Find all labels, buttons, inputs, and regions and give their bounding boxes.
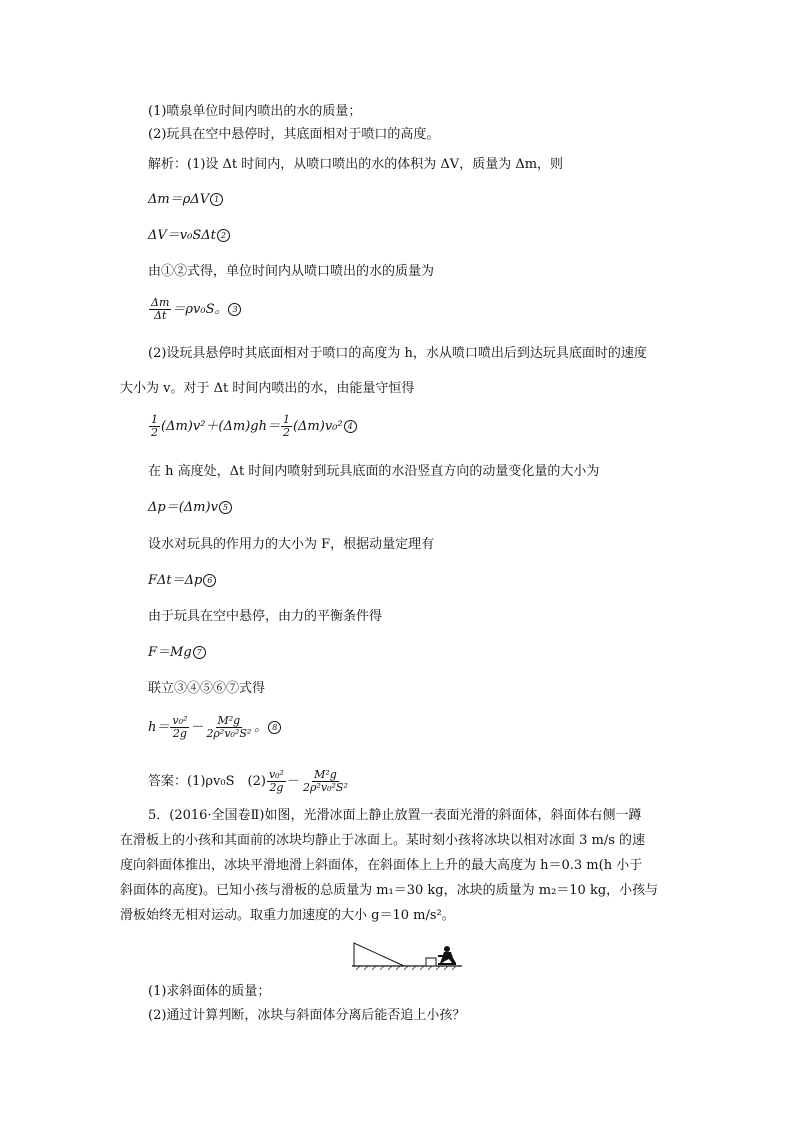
fraction-denominator: Δt [154,309,167,322]
fraction-half-2 [281,414,292,439]
fraction-numerator: Δm [151,296,170,309]
child-figure [438,946,456,963]
problem-5-line-4: 斜面体的高度)。已知小孩与滑板的总质量为 m₁＝30 kg，冰块的质量为 m₂＝10 kg，小孩与 [120,883,659,898]
equation-2 [148,228,230,244]
equation-4-rhs: (Δm)v₀² [292,419,343,434]
equation-number-6: 6 [203,574,216,587]
fraction-v0sq-2g [170,715,189,740]
equation-1-text: Δm＝ρΔV [148,192,210,207]
question-2: (2)玩具在空中悬停时，其底面相对于喷口的高度。 [148,127,440,142]
equation-7-text: F＝Mg [148,645,192,660]
fraction-denominator: 2ρ²v₀²S² [303,781,348,794]
problem-5-line-2: 在滑板上的小孩和其面前的冰块均静止于冰面上。某时刻小孩将冰块以相对冰面 3 m/s 的速 [120,833,646,848]
equation-3 [148,294,241,326]
equation-number-3: 3 [228,303,241,316]
fraction-denominator: 2g [172,727,187,740]
question-1: (1)喷泉单位时间内喷出的水的质量； [148,104,362,119]
equation-8 [148,710,281,746]
period: 。 [254,720,268,735]
equation-2-text: ΔV＝v₀SΔt [148,228,216,243]
fraction-denominator: 2 [282,426,290,439]
ice-block [426,958,436,966]
equation-7 [148,645,206,661]
fraction-numerator: 1 [151,413,158,426]
solution-text-4a: (2)设玩具悬停时其底面相对于喷口的高度为 h，水从喷口喷出后到达玩具底面时的速度 [148,346,647,361]
equation-number-2: 2 [217,229,230,242]
equation-number-8: 8 [268,721,281,734]
answer-fraction-2 [301,769,350,794]
fraction-denominator: 2g [269,781,284,794]
skateboard [438,963,456,965]
equation-4 [148,410,357,444]
answer-fraction-1 [267,769,286,794]
fraction-numerator: M²g [217,714,241,727]
fraction-denominator: 2ρ²v₀²S² [206,727,252,740]
incline-figure [352,940,462,970]
answer-line [148,764,351,800]
incline-wedge [354,943,404,966]
solution-text-3: 由①②式得，单位时间内从喷口喷出的水的质量为 [148,264,435,279]
equation-1 [148,192,223,208]
solution-text-6: 设水对玩具的作用力的大小为 F，根据动量定理有 [148,537,435,552]
solution-intro: 解析：(1)设 Δt 时间内，从喷口喷出的水的体积为 ΔV，质量为 Δm，则 [148,157,564,172]
fraction-numerator: M²g [314,768,337,781]
fraction-numerator: v₀² [172,714,188,727]
problem-5-sub-1: (1)求斜面体的质量； [148,984,271,999]
fraction-dm-dt [149,297,171,322]
minus-sign: － [190,720,204,735]
equation-number-4: 4 [344,420,357,433]
minus-sign: － [286,774,300,789]
problem-5-sub-2: (2)通过计算判断，冰块与斜面体分离后能否追上小孩？ [148,1008,466,1023]
fraction-denominator: 2 [151,426,158,439]
solution-text-8: 联立③④⑤⑥⑦式得 [148,681,266,696]
equation-5 [148,500,232,516]
answer-label: 答案：(1)ρv₀S (2) [148,774,266,789]
equation-8-lhs: h＝ [148,720,170,735]
fraction-m2g [204,715,253,740]
equation-6-text: FΔt＝Δp [148,573,203,588]
equation-6 [148,573,216,589]
problem-5-line-1: 5．(2016·全国卷Ⅱ)如图，光滑冰面上静止放置一表面光滑的斜面体，斜面体右侧一蹲 [148,808,642,823]
fraction-numerator: 1 [282,413,290,426]
equation-4-lhs: (Δm)v²＋(Δm)gh＝ [161,419,280,434]
solution-text-5: 在 h 高度处，Δt 时间内喷射到玩具底面的水沿竖直方向的动量变化量的大小为 [148,464,600,479]
equation-5-text: Δp＝(Δm)v [148,500,218,515]
equation-3-rhs: ＝ρv₀S。 [172,302,228,317]
equation-number-7: 7 [193,646,206,659]
fraction-half-1 [149,414,160,439]
fraction-numerator: v₀² [268,768,284,781]
solution-text-4b: 大小为 v。对于 Δt 时间内喷出的水，由能量守恒得 [120,381,415,396]
solution-text-7: 由于玩具在空中悬停，由力的平衡条件得 [148,609,383,624]
equation-number-1: 1 [210,193,223,206]
problem-5-line-3: 度向斜面体推出，冰块平滑地滑上斜面体，在斜面体上上升的最大高度为 h＝0.3 m(h 小于 [120,858,643,873]
problem-5-line-5: 滑板始终无相对运动。取重力加速度的大小 g＝10 m/s²。 [120,908,455,923]
equation-number-5: 5 [219,501,232,514]
